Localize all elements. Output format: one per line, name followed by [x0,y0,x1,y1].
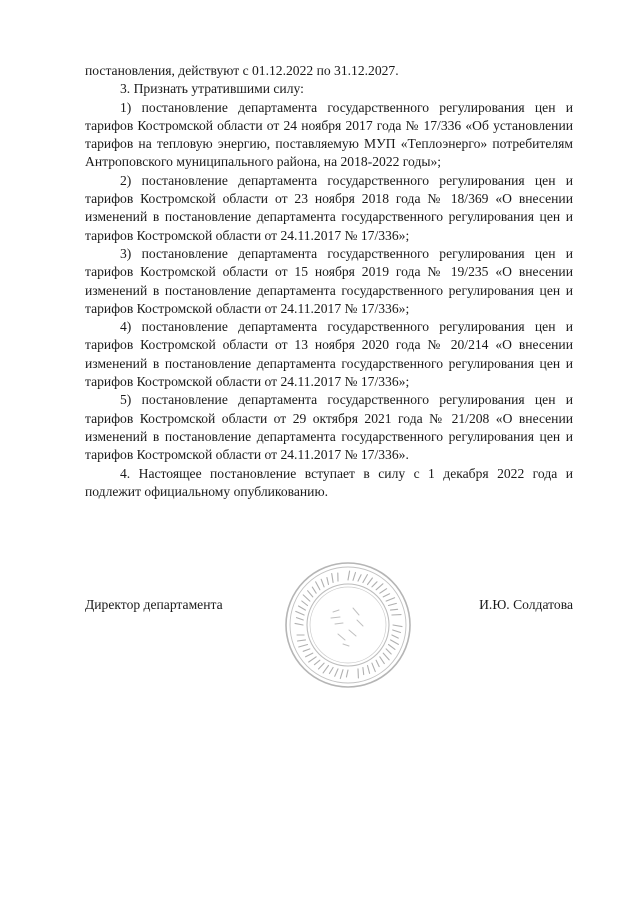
seal-texture-mark [321,579,324,587]
paragraph-item-4: 4. Настоящее постановление вступает в силу с 1 декабря 2022 года и подлежит официальному опубликованию. [85,465,573,499]
seal-texture-mark [306,653,313,657]
seal-texture-mark [380,589,387,594]
seal-texture-mark [348,571,350,580]
seal-texture-mark [389,645,396,650]
seal-texture-mark [316,582,320,590]
seal-texture-mark [346,670,348,677]
seal-texture-mark [312,587,316,593]
seal-texture-mark [376,584,383,590]
seal-texture-mark [389,603,397,605]
seal-texture-mark [302,601,308,606]
seal-texture-mark [392,635,398,638]
signatory-title: Директор департамента [85,597,223,612]
paragraph-repeal-2: 2) постановление департамента государственного регулирования цен и тарифов Костромской области от 23 ноября 2018 года № 18/369 «О внесении изменений в постановление департамента государственного регулирования цен и тарифов Костромской области от 24.11.2017 № 17/336»; [85,172,573,243]
seal-texture-mark [380,657,385,664]
seal-texture-mark [386,649,391,654]
seal-texture-mark [358,575,361,581]
seal-texture-mark [393,625,402,627]
seal-texture-mark [363,575,368,583]
seal-texture-mark [335,669,338,676]
seal-texture-mark [314,660,320,665]
seal-texture-mark [298,640,306,641]
seal-texture-mark [296,611,304,615]
paragraph-continuation: постановления, действуют с 01.12.2022 по 31.12.2027. [85,63,399,78]
seal-texture-mark [368,578,373,585]
seal-texture-mark [386,598,395,601]
official-seal-stamp [283,560,413,690]
seal-texture-mark [327,578,329,585]
seal-texture-mark [299,645,308,648]
signatory-name: И.Ю. Солдатова [479,597,573,612]
seal-texture-mark [303,595,310,601]
seal-texture-mark [340,670,343,679]
seal-texture-mark [303,649,310,651]
seal-texture-mark [295,623,303,625]
seal-texture-mark [391,609,398,610]
seal-texture-mark [391,640,399,645]
seal-texture-mark [372,582,377,587]
seal-texture-mark [376,660,379,666]
seal-texture-mark [332,574,333,583]
paragraph-repeal-1: 1) постановление департамента государственного регулирования цен и тарифов Костромской области от 24 ноября 2017 года № 17/336 «Об установлении тарифов на тепловую энергию, поставляемую МУП «Теплоэнерго» потребителям Антроповского муниципального района, на 2018-2022 годы»; [85,99,573,170]
seal-texture-mark [299,606,306,610]
seal-texture-mark [383,653,389,660]
seal-texture-mark [383,594,389,597]
seal-texture-mark [297,618,304,620]
seal-texture-mark [368,666,370,674]
seal-texture-mark [323,666,328,673]
seal-texture-mark [308,591,313,597]
seal-texture-mark [363,668,364,675]
document-body [85,62,573,501]
paragraph-repeal-5: 5) постановление департамента государственного регулирования цен и тарифов Костромской области от 29 октября 2021 года № 21/208 «О внесении изменений в постановление департамента государственного регулирования цен и тарифов Костромской области от 24.11.2017 № 17/336». [85,392,573,463]
seal-texture-mark [372,663,375,672]
seal-texture-mark [353,573,356,581]
seal-texture-mark [319,663,325,669]
paragraph-repeal-3: 3) постановление департамента государственного регулирования цен и тарифов Костромской области от 15 ноября 2019 года № 19/235 «О внесении изменений в постановление департамента государственного регулирования цен и тарифов Костромской области от 24.11.2017 № 17/336»; [85,245,573,316]
seal-texture-mark [309,657,317,662]
paragraph-repeal-4: 4) постановление департамента государственного регулирования цен и тарифов Костромской области от 13 ноября 2020 года № 20/214 «О внесении изменений в постановление департамента государственного регулирования цен и тарифов Костромской области от 24.11.2017 № 17/336»; [85,319,573,390]
seal-texture-mark [329,668,333,674]
seal-texture-mark [393,630,401,633]
paragraph-item-3: 3. Признать утратившими силу: [120,81,304,97]
